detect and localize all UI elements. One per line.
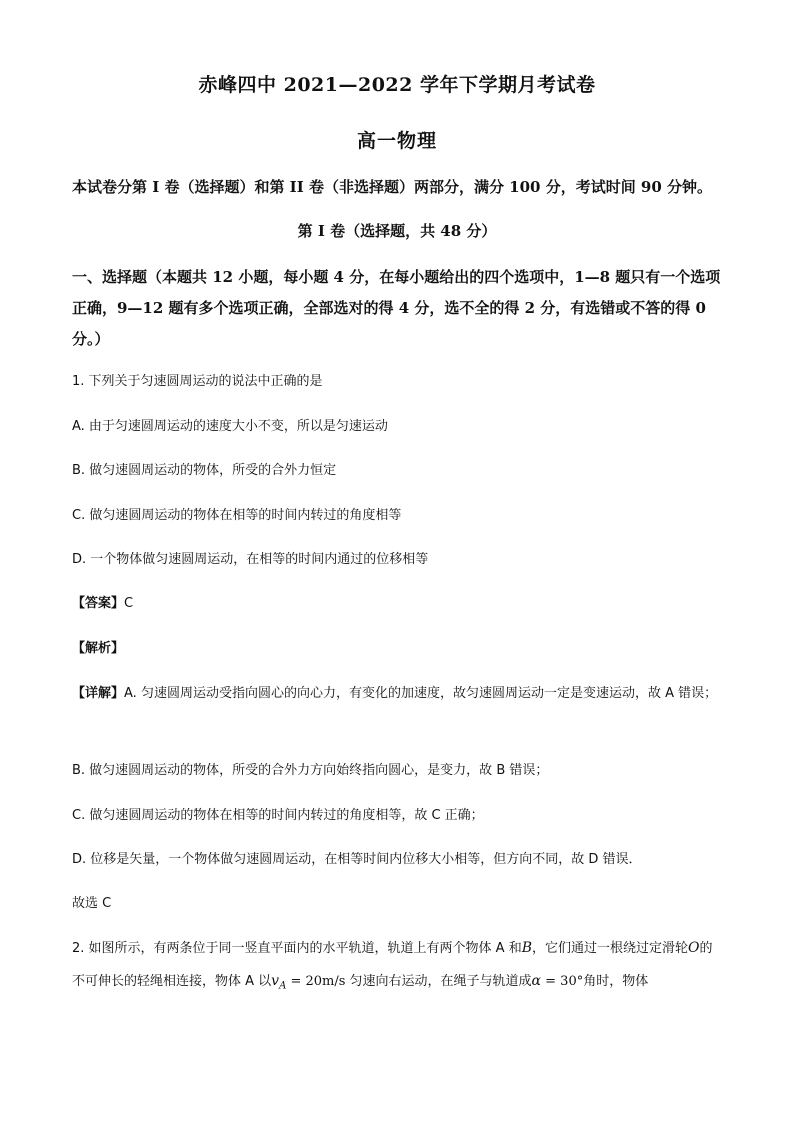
question-1-option-d: D. 一个物体做匀速圆周运动，在相等的时间内通过的位移相等: [72, 552, 429, 567]
q2-var-o: O: [688, 940, 700, 956]
detail-b: B. 做匀速圆周运动的物体，所受的合外力方向始终指向圆心，是变力，故 B 错误；: [72, 763, 549, 778]
question-1-option-c: C. 做匀速圆周运动的物体在相等的时间内转过的角度相等: [72, 508, 402, 523]
question-1-option-b: B. 做匀速圆周运动的物体，所受的合外力恒定: [72, 463, 337, 478]
q2-text-1: 2. 如图所示，有两条位于同一竖直平面内的水平轨道，轨道上有两个物体 A 和: [72, 941, 522, 956]
q2-text-5: 角时，物体: [583, 974, 649, 989]
conclusion: 故选 C: [72, 896, 112, 911]
exam-intro: 本试卷分第 I 卷（选择题）和第 II 卷（非选择题）两部分，满分 100 分，考试时间 90 分钟。: [72, 178, 713, 196]
detail-label: 【详解】: [72, 686, 125, 701]
question-2-stem: [72, 932, 722, 1003]
answer-label: 【答案】: [72, 596, 125, 611]
exam-title: 赤峰四中 2021—2022 学年下学期月考试卷: [198, 74, 596, 96]
q2-var-v-sub: A: [279, 980, 287, 992]
q2-text-4: 匀速向右运动，在绳子与轨道成: [345, 974, 532, 989]
analysis-line: [72, 639, 732, 659]
question-1-option-a: A. 由于匀速圆周运动的速度大小不变，所以是匀速运动: [72, 419, 388, 434]
answer-line: [72, 594, 732, 614]
answer-value: C: [124, 596, 134, 611]
q2-eq-v: = 20m/s: [286, 974, 346, 989]
q2-var-v: v: [271, 973, 280, 989]
detail-d: D. 位移是矢量，一个物体做匀速圆周运动，在相等时间内位移大小相等，但方向不同，故 D 错误．: [72, 852, 642, 867]
question-1-stem: 1. 下列关于匀速圆周运动的说法中正确的是: [72, 374, 323, 389]
detail-c: C. 做匀速圆周运动的物体在相等的时间内转过的角度相等，故 C 正确；: [72, 808, 484, 823]
q2-text-2: ，它们通过一根绕过定滑轮: [532, 941, 689, 956]
detail-a-text: A. 匀速圆周运动受指向圆心的向心力，有变化的加速度，故匀速圆周运动一定是变速运动，故 A 错误；: [124, 686, 718, 701]
part-title: 第 I 卷（选择题，共 48 分）: [297, 222, 497, 240]
section-instruction: 一、选择题（本题共 12 小题，每小题 4 分，在每小题给出的四个选项中，1—8 题只有一个选项正确，9—12 题有多个选项正确，全部选对的得 4 分，选不全的得 2 分，有选错或不答的得 0 分。）: [72, 268, 721, 348]
q2-var-b: B: [521, 940, 532, 956]
detail-a: [72, 677, 722, 710]
q2-eq-alpha: = 30°: [541, 974, 584, 989]
exam-subject: 高一物理: [356, 130, 437, 152]
q2-var-alpha: α: [531, 973, 542, 989]
q2-text-3: 的不可伸长的轻绳相连接，物体 A 以: [72, 941, 713, 989]
analysis-label: 【解析】: [72, 641, 125, 656]
